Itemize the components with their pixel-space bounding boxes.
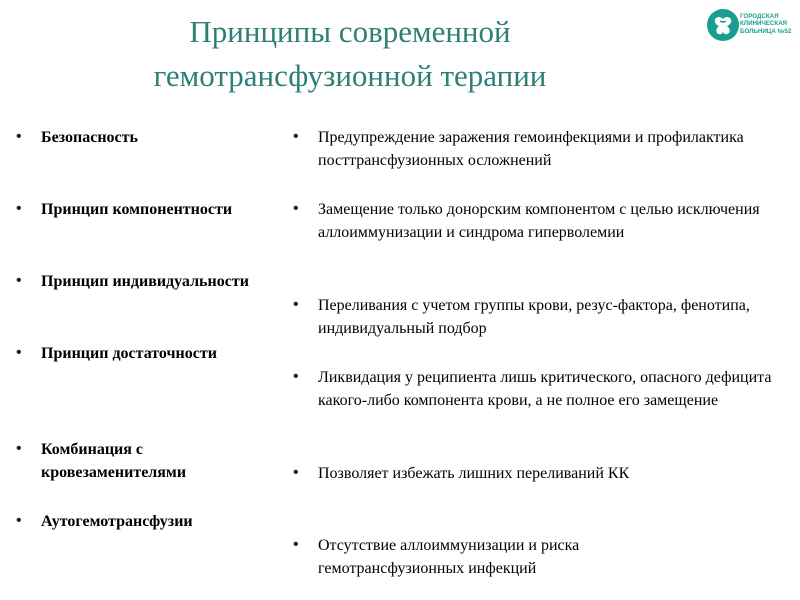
bullet-icon: •	[293, 368, 299, 385]
bullet-icon: •	[16, 440, 22, 457]
bullet-icon: •	[293, 128, 299, 145]
logo-line-1: ГОРОДСКАЯ	[740, 13, 779, 20]
description-item: Предупреждение заражения гемоинфекциями и профилактика посттрансфузионных осложнений	[318, 129, 744, 169]
principle-item: Аутогемотрансфузии	[41, 513, 193, 530]
bullet-icon: •	[293, 536, 299, 553]
bullet-icon: •	[16, 128, 22, 145]
title-line-2: гемотрансфузионной терапии	[153, 58, 547, 93]
description-item: Отсутствие аллоиммунизации и риска гемотрансфузионных инфекций	[318, 537, 580, 577]
bullet-icon: •	[16, 272, 22, 289]
description-item: Ликвидация у реципиента лишь критического, опасного дефицита какого-либо компонента крови, а не полное его замещение	[318, 369, 772, 409]
principle-item: Комбинация с кровезаменителями	[41, 441, 187, 481]
principle-item: Принцип достаточности	[41, 345, 217, 362]
title-line-1: Принципы современной	[189, 14, 511, 49]
principle-item: Безопасность	[41, 129, 138, 146]
bullet-icon: •	[16, 512, 22, 529]
description-item: Переливания с учетом группы крови, резус-фактора, фенотипа, индивидуальный подбор	[318, 297, 750, 337]
bullet-icon: •	[16, 200, 22, 217]
bullet-icon: •	[293, 296, 299, 313]
principle-item: Принцип индивидуальности	[41, 273, 249, 290]
bullet-icon: •	[293, 464, 299, 481]
principle-item: Принцип компонентности	[41, 201, 233, 218]
bullet-icon: •	[293, 200, 299, 217]
description-item: Позволяет избежать лишних переливаний КК	[318, 465, 630, 482]
logo-line-3: БОЛЬНИЦА №52	[740, 27, 792, 35]
description-item: Замещение только донорским компонентом с целью исключения аллоиммунизации и синдрома гиперволемии	[318, 201, 760, 241]
logo-line-2: КЛИНИЧЕСКАЯ	[740, 20, 788, 28]
bullet-icon: •	[16, 344, 22, 361]
